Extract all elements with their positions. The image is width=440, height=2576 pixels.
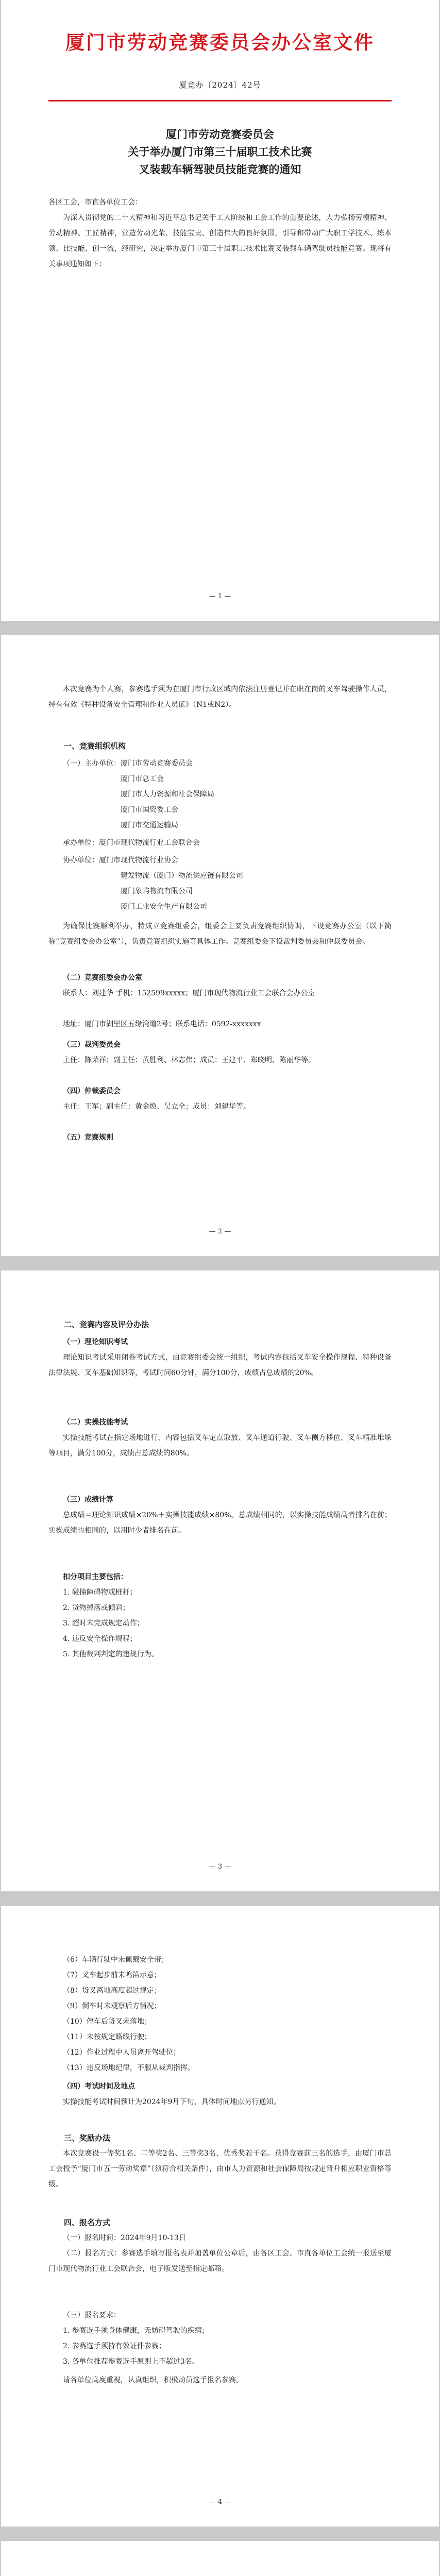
host-2: 厦门市总工会: [121, 775, 164, 783]
section-heading-org: 一、竞赛组织机构: [64, 741, 126, 751]
deduct-item: 3. 超时未完成规定动作；: [63, 1619, 144, 1628]
address: 地址：厦门市湖里区五缘湾道2号；联系电话：0592-xxxxxxx: [63, 1020, 261, 1028]
page-4: [1, 1906, 439, 2527]
section-heading-signup: 四、报名方式: [64, 2218, 111, 2227]
skill-paragraph: 实操技能考试在指定场地进行，内容包括叉车定点取放、叉车通道行驶、叉车侧方移位、叉车精准堆垛等项目，满分100分，成绩占总成绩的80%。: [48, 1434, 392, 1458]
host-3: 厦门市人力资源和社会保障局: [121, 790, 214, 799]
notice-title-line1: 关于举办厦门市第三十届职工技术比赛: [128, 145, 312, 158]
signup-method: （二）报名方式：参赛选手填写报名表并加盖单位公章后，由各区工会、市直各单位工会统一报送至厦门市现代物流行业工会联合会，电子版发送至指定邮箱。: [48, 2249, 392, 2273]
organizer: 厦门市现代物流行业工会联合会: [99, 839, 200, 847]
red-rule: [48, 100, 392, 101]
list-item: （11）未按规定路线行驶；: [63, 2033, 151, 2041]
host-label: （一）主办单位：: [63, 759, 121, 768]
list-item: （10）停车后货叉未落地；: [63, 2018, 151, 2026]
judge-label: （三）裁判委员会: [63, 1041, 121, 1049]
notice-issuer: 厦门市劳动竞赛委员会: [166, 128, 274, 141]
list-item: （6）车辆行驶中未佩戴安全带；: [63, 1956, 168, 1964]
signup-req: 2. 参赛选手须持有效证件参赛；: [63, 2342, 166, 2350]
committee-paragraph: 为确保比赛顺利举办，特成立竞赛组委会，组委会主要负责竞赛组织协调，下设竞赛办公室（以下简称“竞赛组委会办公室”），负责竞赛组织实施等具体工作。竞赛组委会下设裁判委员会和仲裁委员会。: [48, 922, 392, 946]
section-heading-prize: 三、奖励办法: [64, 2133, 111, 2143]
page-2: [1, 635, 439, 1256]
theory-label: （一）理论知识考试: [63, 1338, 128, 1346]
co-2: 建发物流（厦门）物流供应链有限公司: [121, 872, 243, 880]
notice-title-line2: 叉装载车辆驾驶员技能竞赛的通知: [139, 163, 301, 176]
committee-office-label: （二）竞赛组委会办公室: [63, 974, 142, 982]
paragraph: 本次竞赛为个人赛，参赛选手须为在厦门市行政区域内依法注册登记并在职在岗的叉车驾驶操作人员，持有有效《特种设备安全管理和作业人员证》（N1或N2）。: [48, 685, 392, 709]
document-number: 厦竞办〔2024〕42号: [179, 80, 261, 90]
co-3: 厦门象屿物流有限公司: [121, 887, 193, 895]
page-1: [1, 0, 439, 621]
deduct-item: 4. 违反安全操作规程；: [63, 1635, 137, 1643]
page-5: [1, 2541, 439, 2576]
score-label: （三）成绩计算: [63, 1496, 113, 1504]
host-5: 厦门市交通运输局: [121, 821, 178, 829]
addressee: 各区工会，市直各单位工会：: [48, 198, 142, 207]
list-item: （9）倒车时未观察后方情况；: [63, 2002, 161, 2010]
intro-paragraph: 为深入贯彻党的二十大精神和习近平总书记关于工人阶级和工会工作的重要论述，大力弘扬劳模精神、劳动精神、工匠精神，营造劳动光荣、技能宝贵、创造伟大的良好氛围，引导和带动广大职工学技术、练本领、比技能、创一流，经研究，决定举办厦门市第三十届职工技术比赛叉装载车辆驾驶员技能竞赛。现将有关事项通知如下：: [48, 214, 392, 268]
page-3: [1, 1270, 439, 1891]
co-4: 厦门工业安全生产有限公司: [121, 903, 207, 911]
judge-members: 主任：陈荣祥；副主任：黄胜利、林志伟；成员：王建平、郑晓明、陈丽华等。: [63, 1056, 315, 1064]
contact: 联系人：刘建华 手机：152599xxxxx；厦门市现代物流行业工会联合会办公室: [63, 989, 315, 997]
signup-req: 3. 各单位推荐参赛选手原则上不超过3名。: [63, 2358, 199, 2366]
exam-paragraph: 实操技能考试时间预计为2024年9月下旬，具体时间地点另行通知。: [63, 2098, 281, 2106]
deduct-item: 2. 货物掉落或倾斜；: [63, 1604, 130, 1612]
co-label: 协办单位：: [63, 856, 99, 865]
co-1: 厦门市现代物流行业协会: [99, 856, 178, 865]
signup-req: 1. 参赛选手须身体健康，无妨碍驾驶的疾病；: [63, 2327, 209, 2335]
theory-paragraph: 理论知识考试采用闭卷考试方式，由竞赛组委会统一组织，考试内容包括叉车安全操作规程、特种设备法律法规、叉车基础知识等，考试时间60分钟，满分100分，成绩占总成绩的20%。: [48, 1353, 392, 1377]
deduct-item: 5. 其他裁判判定的违规行为。: [63, 1650, 159, 1658]
organizer-label: 承办单位：: [63, 839, 99, 847]
page-number: — 3 —: [209, 1863, 231, 1871]
page-number: — 4 —: [209, 2498, 231, 2506]
list-item: （7）叉车起步前未鸣笛示意；: [63, 1971, 161, 1979]
arbitration-members: 主任：王军；副主任：黄金焕、吴立全；成员：刘建华等。: [63, 1103, 250, 1111]
deduct-item: 1. 碰撞障碍物或桩杆；: [63, 1588, 137, 1597]
signup-req-label: （三）报名要求：: [63, 2311, 121, 2319]
signup-note: 请各单位高度重视，认真组织，积极动员选手报名参赛。: [63, 2376, 243, 2384]
section-heading-content: 二、竞赛内容及评分办法: [64, 1320, 149, 1329]
host-1: 厦门市劳动竞赛委员会: [121, 759, 193, 768]
skill-label: （二）实操技能考试: [63, 1418, 128, 1427]
arbitration-label: （四）仲裁委员会: [63, 1087, 121, 1095]
exam-label: （四）考试时间及地点: [63, 2082, 135, 2091]
list-item: （8）货叉离地高度超过规定；: [63, 1987, 161, 1995]
list-item: （13）违反场地纪律，不服从裁判指挥。: [63, 2064, 195, 2072]
page-number: — 1 —: [209, 592, 231, 600]
page-number: — 2 —: [209, 1228, 231, 1235]
rules-label: （五）竞赛规则: [63, 1133, 113, 1142]
prize-paragraph: 本次竞赛设一等奖1名、二等奖2名、三等奖3名，优秀奖若干名。获得竞赛前三名的选手，由厦门市总工会授予“厦门市五一劳动奖章”（须符合相关条件），由市人力资源和社会保障局按规定晋升相应职业资格等级。: [48, 2149, 392, 2189]
signup-time: （一）报名时间：2024年9月10-13日: [63, 2234, 186, 2242]
deduct-label: 扣分项目主要包括：: [63, 1573, 128, 1581]
document-header-title: 厦门市劳动竞赛委员会办公室文件: [65, 31, 375, 54]
score-paragraph: 总成绩＝理论知识成绩×20%＋实操技能成绩×80%。总成绩相同的，以实操技能成绩高者排名在前；实操成绩也相同的，以用时少者排名在前。: [48, 1511, 392, 1535]
host-4: 厦门市国资委工会: [121, 806, 178, 814]
list-item: （12）作业过程中人员离开驾驶位；: [63, 2048, 180, 2057]
